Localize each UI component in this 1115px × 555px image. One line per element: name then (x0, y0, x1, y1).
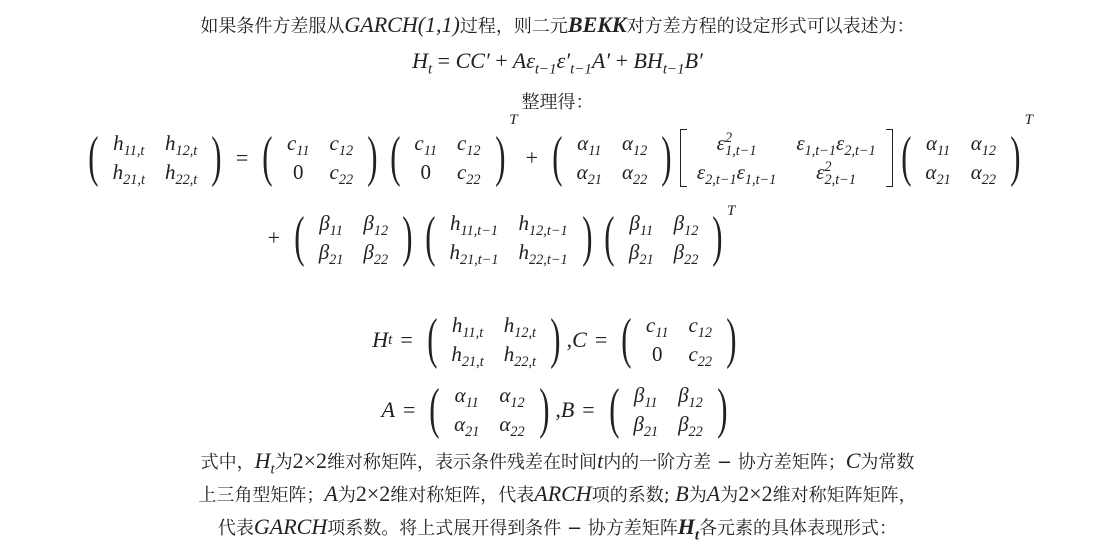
intro-model: GARCH(1,1) (344, 12, 460, 37)
a-def-matrix: ( $\alpha_{11}$ $\alpha_{12}$ $\alpha_{21}$ $\alpha_{22}$ ) (429, 378, 550, 441)
c-def-matrix: ( $c_{11}$ $c_{12}$ 0 $c_{22}$ ) (621, 308, 737, 371)
c-matrix: ( $c_{11}$ $c_{12}$ 0 $c_{22}$ ) (262, 126, 378, 189)
h-lag-matrix: ( $h_{11,t-1}$ $h_{12,t-1}$ $h_{21,t-1}$ $h_{22,t-1}$ ) (425, 206, 593, 269)
lhs-matrix: ( $h_{11,t}$ $h_{12,t}$ $h_{21,t}$ $h_{22,t}$ ) (88, 126, 222, 189)
text: 为 (688, 485, 707, 506)
main-equation: $H_t = CC' + A\varepsilon_{t-1}\varepsilon'_{t-1}A' + BH_{t-1}B'$ (412, 48, 703, 78)
text: 项的系数; (591, 485, 670, 506)
text: 为 (720, 485, 739, 506)
dimension: 2×2 (355, 481, 391, 506)
beta-matrix-transpose: ( $\beta_{11}$ $\beta_{12}$ $\beta_{21}$ $\beta_{22}$ ) (604, 206, 723, 269)
definition-h-c: H t = ( $h_{11,t}$ $h_{12,t}$ $h_{21,t}$ $h_{22,t}$ ) , C = ( $c_{11}$ $c_{12}$ 0 $c_{22}$ ) (0, 303, 1115, 377)
arch-term: ARCH (534, 481, 592, 506)
h-matrix: ( $h_{11,t}$ $h_{12,t}$ $h_{21,t}$ $h_{22,t}$ ) (426, 308, 561, 371)
text: 维对称矩阵，代表 (390, 485, 535, 506)
garch-term: GARCH (253, 514, 328, 539)
b-def-matrix: ( $\beta_{11}$ $\beta_{12}$ $\beta_{21}$ $\beta_{22}$ ) (608, 378, 728, 441)
transpose-mark: T (727, 203, 736, 219)
transpose-mark: T (509, 112, 518, 128)
text: 为 (337, 485, 356, 506)
explanation-line-1: 式中，$H_t$为2×2维对称矩阵，表示条件残差在时间t内的一阶方差 − 协方差矩阵；C为常数 (200, 448, 915, 478)
transpose-mark: T (1024, 112, 1034, 128)
definition-a-b: A = ( $\alpha_{11}$ $\alpha_{12}$ $\alpha_{21}$ $\alpha_{22}$ ) , B = ( $\beta_{11}$ $\beta_{12}$ $\beta_{21}$ $\beta_{22}$ ) (0, 373, 1115, 447)
text: 式中， (200, 452, 255, 473)
beta-matrix: ( $\beta_{11}$ $\beta_{12}$ $\beta_{21}$ $\beta_{22}$ ) (294, 206, 413, 269)
alpha-matrix-transpose: ( $\alpha_{11}$ $\alpha_{12}$ $\alpha_{21}$ $\alpha_{22}$ ) (900, 126, 1021, 189)
alpha-matrix: ( $\alpha_{11}$ $\alpha_{12}$ $\alpha_{21}$ $\alpha_{22}$ ) (552, 126, 672, 189)
dimension: 2×2 (738, 481, 773, 506)
epsilon-matrix: $\varepsilon^2_{1,t-1}$ $\varepsilon_{1,t-1}\varepsilon_{2,t-1}$ $\varepsilon_{2,t-1}\varepsilon_{1,t-1}$ $\varepsilon^2_{2,t-1}$ (680, 129, 893, 187)
text: 内的一阶方差 − 协方差矩阵； (603, 452, 846, 473)
text: 代表 (217, 518, 254, 539)
explanation-line-3: 代表GARCH项系数。将上式展开得到条件 − 协方差矩阵$H_t$各元素的具体表现形式： (217, 514, 898, 544)
time-symbol: t (597, 448, 604, 473)
intro-text-middle: 过程，则二元 (459, 16, 568, 37)
dimension: 2×2 (292, 448, 328, 473)
text: 维对称矩阵，表示条件残差在时间 (327, 452, 598, 473)
text: 各元素的具体表现形式： (699, 518, 898, 539)
matrix-equation-row1: ( $h_{11,t}$ $h_{12,t}$ $h_{21,t}$ $h_{22,t}$ ) = ( $c_{11}$ $c_{12}$ 0 $c_{22}$ ) ( $c_{11}$ $c_{12}$ 0 $c_{22}$ ) T + ( $\alpha_{11}$ $\alpha_{12}$ $\alpha_{21}$ $\alpha_{22}$ ) $\varepsilon^2_{1,t-1}$ $\varepsilon_{1,t-1}\varepsilon_{2,t-1}$ $\varepsilon_{2,t-1}\varepsilon_{1,t-1}$ $\varepsilon^2_{2,t-1}$ ( $\alpha_{11}$ $\alpha_{12}$ $\alpha_{21}$ $\alpha_{22}$ ) T (0, 118, 1115, 198)
intro-sentence (0, 12, 1115, 38)
intro-bekk: BEKK (567, 12, 627, 37)
text: 为常数 (860, 452, 915, 473)
intro-text-before: 如果条件方差服从 (200, 16, 345, 37)
text: 上三角型矩阵； (198, 485, 325, 506)
cut-off-formula-line (0, 548, 1115, 555)
explanation-line-2: 上三角型矩阵；A为2×2维对称矩阵，代表ARCH项的系数; B为A为2×2维对称矩阵矩阵， (198, 481, 917, 506)
intro-text-after: 对方差方程的设定形式可以表述为： (626, 16, 915, 37)
text: 项系数。将上式展开得到条件 − 协方差矩阵 (327, 518, 678, 539)
rearranged-label: 整理得： (521, 92, 594, 113)
matrix-equation-row2: + ( $\beta_{11}$ $\beta_{12}$ $\beta_{21}$ $\beta_{22}$ ) ( $h_{11,t-1}$ $h_{12,t-1}$ $h_{21,t-1}$ $h_{22,t-1}$ ) ( $\beta_{11}$ $\beta_{12}$ $\beta_{21}$ $\beta_{22}$ ) T (267, 203, 736, 269)
text: 为 (274, 452, 293, 473)
c-matrix-transpose: ( $c_{11}$ $c_{12}$ 0 $c_{22}$ ) (389, 126, 506, 189)
text: 维对称矩阵矩阵， (772, 485, 917, 506)
